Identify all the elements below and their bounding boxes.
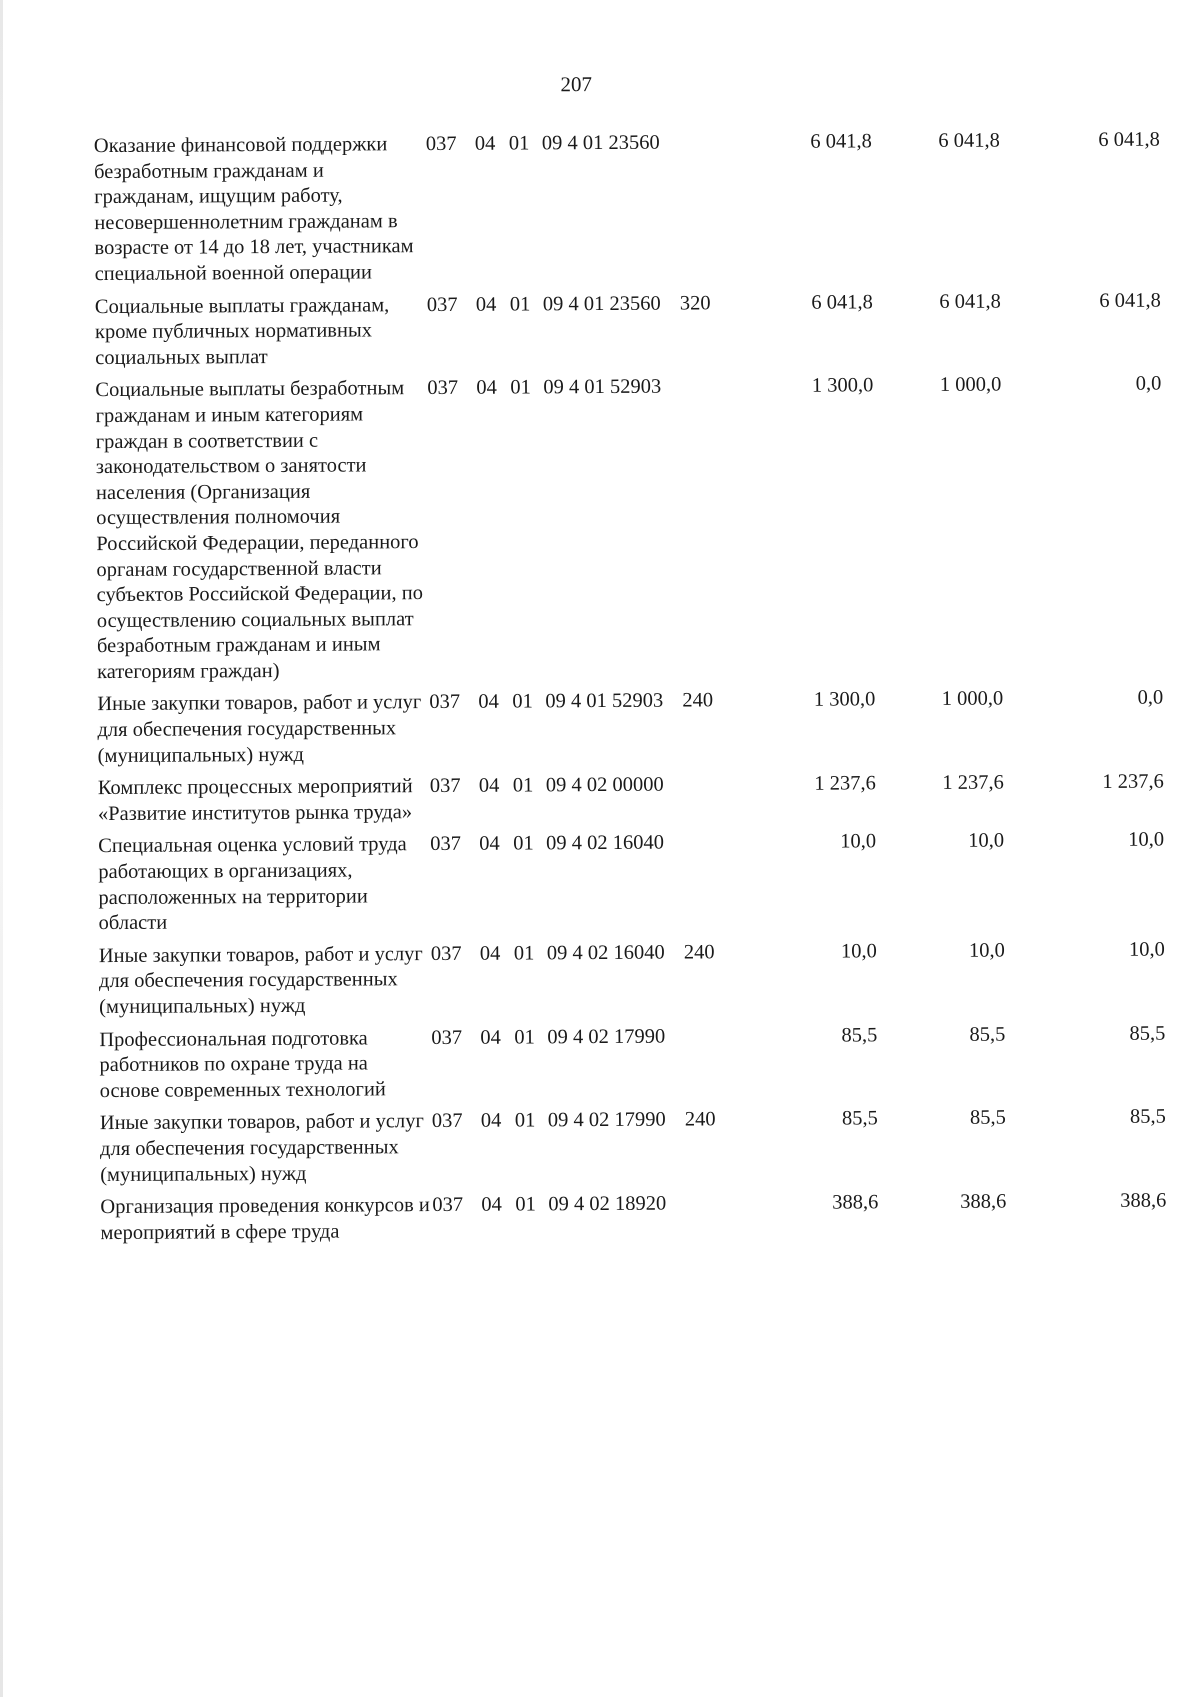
row-gr-code: 037 [429,775,461,798]
row-amount-year-3: 1 237,6 [1102,770,1164,794]
row-name: Социальные выплаты безработным гражданам и иным категориям граждан в соответствии с законодательством о занятости населения (Организация осуществления полномочия Российской Федерации, переданного органам государственной власти субъектов Российской Федерации, по осуществлению социальных выплат безработным гражданам и иным категориям граждан) [95,377,423,683]
row-section-code: 04 [475,293,497,316]
budget-table [94,128,1167,1254]
row-amount-year-1: 388,6 [832,1191,879,1214]
row-section-code: 04 [479,833,500,856]
row-section-code: 04 [481,1193,502,1216]
row-amount-year-3: 6 041,8 [1099,289,1161,312]
row-expense-type-code [685,1191,731,1249]
table-row [98,770,1164,835]
row-target-article-code: 09 4 02 18920 [548,1192,667,1216]
row-subsection-code: 01 [512,690,533,714]
row-target-article-code: 09 4 02 17990 [547,1025,666,1048]
row-subsection-code: 01 [510,376,531,399]
row-name: Иные закупки товаров, работ и услуг для обеспечения государственных (муниципальных) нужд [98,942,423,1019]
row-section-code: 04 [476,376,497,400]
row-name: Профессиональная подготовка работников по охране труда на основе современных технологий [99,1027,386,1102]
row-subsection-code: 01 [513,832,534,855]
row-amount-year-3: 85,5 [1129,1022,1166,1045]
budget-table-body [94,128,1167,1254]
row-section-code: 04 [480,1026,501,1049]
row-amount-year-1: 6 041,8 [811,290,873,314]
row-name: Специальная оценка условий труда работающих в организациях, расположенных на территории области [98,833,407,935]
row-amount-year-3: 0,0 [1137,687,1164,710]
row-expense-type-code: 240 [682,689,714,712]
row-amount-year-2: 6 041,8 [938,129,1000,152]
row-target-article-code: 09 4 02 00000 [545,773,664,797]
row-amount-year-1: 10,0 [840,940,877,963]
row-gr-code: 037 [430,833,461,856]
table-row [97,686,1163,776]
row-expense-type-code: 320 [679,291,711,315]
row-amount-year-3: 85,5 [1129,1105,1166,1129]
table-row [95,288,1161,378]
table-row [99,937,1165,1027]
row-amount-year-1: 1 237,6 [814,772,876,795]
row-amount-year-2: 10,0 [968,829,1005,853]
row-subsection-code: 01 [515,1193,536,1216]
row-subsection-code: 01 [512,774,534,797]
row-expense-type-code [683,772,729,830]
row-amount-year-2: 6 041,8 [939,290,1001,313]
row-expense-type-code: 240 [683,941,715,964]
row-amount-year-3: 10,0 [1128,829,1165,852]
row-amount-year-3: 6 041,8 [1098,128,1160,151]
row-name: Комплекс процессных мероприятий «Развитие институтов рынка труда» [97,775,413,825]
row-gr-code: 037 [426,293,458,316]
page-number: 207 [560,72,593,97]
row-amount-year-2: 1 237,6 [942,771,1004,795]
row-gr-code: 037 [430,942,462,965]
row-subsection-code: 01 [508,132,530,155]
row-amount-year-3: 0,0 [1135,372,1162,396]
row-amount-year-1: 1 300,0 [811,374,874,398]
row-target-article-code: 09 4 01 52903 [543,375,662,399]
row-subsection-code: 01 [513,942,535,965]
row-target-article-code: 09 4 02 16040 [546,832,665,855]
row-subsection-code: 01 [514,1026,535,1049]
table-row [100,1105,1166,1195]
row-gr-code: 037 [431,1110,463,1133]
row-expense-type-code [679,130,726,291]
row-amount-year-2: 1 000,0 [939,373,1002,397]
table-row [98,828,1165,944]
row-amount-year-2: 388,6 [960,1190,1007,1213]
row-expense-type-code: 240 [684,1108,716,1131]
row-target-article-code: 09 4 01 23560 [542,292,661,315]
row-gr-code: 037 [432,1194,464,1217]
row-amount-year-1: 6 041,8 [810,130,872,153]
row-name: Иные закупки товаров, работ и услуг для обеспечения государственных (муниципальных) нужд [97,691,422,767]
row-name: Социальные выплаты гражданам, кроме публичных нормативных социальных выплат [94,293,390,369]
row-target-article-code: 09 4 02 17990 [547,1108,666,1132]
row-name: Организация проведения конкурсов и мероприятий в сфере труда [100,1194,430,1244]
row-subsection-code: 01 [514,1109,536,1132]
row-gr-code: 037 [427,377,459,400]
row-section-code: 04 [474,132,496,155]
row-gr-code: 037 [425,132,457,156]
row-amount-year-3: 10,0 [1128,938,1165,961]
table-row [100,1189,1166,1254]
table-row [99,1021,1165,1111]
row-amount-year-1: 85,5 [841,1023,878,1047]
row-gr-code: 037 [429,691,461,714]
row-gr-code: 037 [431,1026,463,1049]
row-subsection-code: 01 [509,292,531,316]
row-name: Иные закупки товаров, работ и услуг для обеспечения государственных (муниципальных) нужд [99,1110,424,1186]
row-amount-year-2: 85,5 [969,1106,1006,1130]
row-amount-year-2: 85,5 [969,1023,1006,1046]
row-amount-year-1: 10,0 [840,830,877,853]
row-expense-type-code [680,375,728,689]
row-target-article-code: 09 4 01 52903 [545,690,664,713]
row-target-article-code: 09 4 01 23560 [541,131,660,155]
row-expense-type-code [684,1024,731,1108]
row-amount-year-3: 388,6 [1120,1189,1167,1213]
row-target-article-code: 09 4 02 16040 [546,941,665,965]
row-section-code: 04 [480,1109,502,1133]
table-row [95,372,1163,693]
row-amount-year-1: 85,5 [841,1107,878,1130]
table-row [94,128,1161,295]
row-amount-year-1: 1 300,0 [813,688,876,712]
row-section-code: 04 [479,942,501,965]
row-name: Оказание финансовой поддержки безработным гражданам и гражданам, ищущим работу, несовершеннолетним гражданам в возрасте от 14 до 18 лет, участникам специальной военной операции [93,133,414,286]
row-section-code: 04 [478,691,499,714]
row-expense-type-code [683,831,730,941]
row-section-code: 04 [478,774,500,798]
row-amount-year-2: 1 000,0 [941,688,1004,711]
row-amount-year-2: 10,0 [968,939,1005,962]
